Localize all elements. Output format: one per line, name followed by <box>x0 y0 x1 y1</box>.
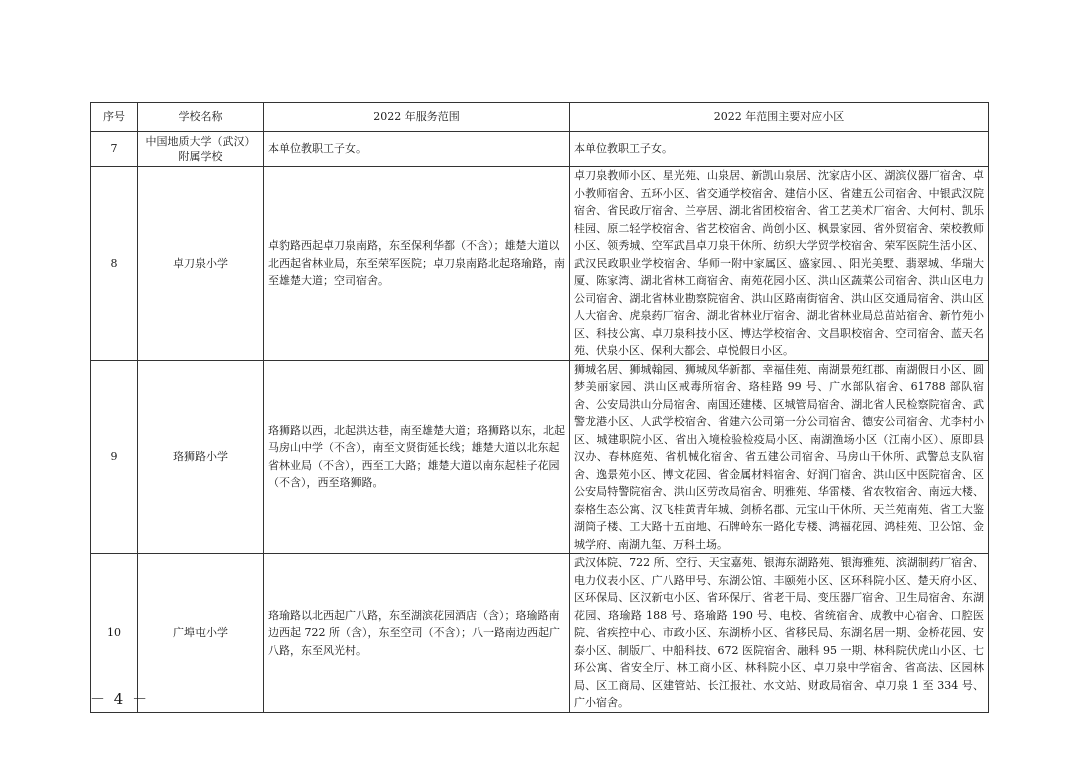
table-row <box>91 132 989 167</box>
table-row <box>91 167 989 361</box>
row-communities: 本单位教职工子女。 <box>570 132 989 167</box>
row-service-range: 珞狮路以西，北起洪达巷，南至雄楚大道；珞狮路以东，北起马房山中学（不含），南至文贤街延长线；雄楚大道以北东起省林业局（不含），西至工大路；雄楚大道以南东起桂子花园（不含），西至珞狮路。 <box>264 360 570 554</box>
row-service-range: 珞瑜路以北西起广八路，东至湖滨花园酒店（含）；珞瑜路南边西起 722 所（含），东至空司（不含）；八一路南边西起广八路，东至风光村。 <box>264 554 570 713</box>
table-row <box>91 360 989 554</box>
header-serial-no: 序号 <box>91 103 138 132</box>
header-service-range: 2022 年服务范围 <box>264 103 570 132</box>
row-school-name: 广埠屯小学 <box>138 554 264 713</box>
row-serial-no: 10 <box>91 554 138 713</box>
row-school-name: 卓刀泉小学 <box>138 167 264 361</box>
row-serial-no: 8 <box>91 167 138 361</box>
page-number: － 4 － <box>90 690 150 708</box>
row-service-range: 卓豹路西起卓刀泉南路，东至保利华都（不含）；雄楚大道以北西起省林业局，东至荣军医院；卓刀泉南路北起珞瑜路，南至雄楚大道；空司宿舍。 <box>264 167 570 361</box>
row-serial-no: 9 <box>91 360 138 554</box>
table-row <box>91 554 989 713</box>
row-school-name: 珞狮路小学 <box>138 360 264 554</box>
header-communities: 2022 年范围主要对应小区 <box>570 103 989 132</box>
row-communities: 武汉体院、722 所、空行、天宝嘉苑、银海东湖路苑、银海雅苑、滨湖制药厂宿舍、电力仪表小区、广八路甲号、东湖公馆、丰颐苑小区、区环科院小区、楚天府小区、区环保局、区汉新屯小区、省环保厅、省老干局、变压器厂宿舍、卫生局宿舍、东湖花园、珞瑜路 188 号、珞瑜路 190 号、电校、省统宿舍、成教中心宿舍、口腔医院、省疾控中心、市政小区、东湖桥小区、省移民局、东湖名居一期、金桥花园、安泰小区、制版厂、中船科技、672 医院宿舍、融科 95 一期、林科院伏虎山小区、七环公寓、省安全厅、林工商小区、林科院小区、卓刀泉中学宿舍、省高法、区园林局、区工商局、区建管站、长江报社、水文站、财政局宿舍、卓刀泉 1 至 334 号、广小宿舍。 <box>570 554 989 713</box>
row-service-range: 本单位教职工子女。 <box>264 132 570 167</box>
row-communities: 卓刀泉教师小区、星光苑、山泉居、新凯山泉居、沈家店小区、湖滨仪器厂宿舍、卓小教师宿舍、五环小区、省交通学校宿舍、建信小区、省建五公司宿舍、中银武汉院宿舍、省民政厅宿舍、兰亭居、湖北省团校宿舍、省工艺美术厂宿舍、大何村、凯乐桂园、原二轻学校宿舍、省艺校宿舍、尚创小区、枫景家园、省外贸宿舍、荣校教师小区、领秀城、空军武昌卓刀泉干休所、纺织大学贸学校宿舍、荣军医院生活小区、武汉民政职业学校宿舍、华师一附中家属区、盛家园、、阳光美墅、翡翠城、华瑞大厦、陈家湾、湖北省林工商宿舍、南苑花园小区、洪山区蔬菜公司宿舍、洪山区电力公司宿舍、湖北省林业勘察院宿舍、洪山区路南街宿舍、洪山区交通局宿舍、洪山区人大宿舍、虎泉药厂宿舍、湖北省林业厅宿舍、湖北省林业局总苗站宿舍、新竹苑小区、科技公寓、卓刀泉科技小区、博达学校宿舍、文昌职校宿舍、空司宿舍、蓝天名苑、伏泉小区、保利大都会、卓悦假日小区。 <box>570 167 989 361</box>
service-range-table <box>90 102 989 713</box>
row-school-name: 中国地质大学（武汉）附属学校 <box>138 132 264 167</box>
table-header-row <box>91 103 989 132</box>
row-communities: 狮城名居、狮城翰园、狮城凤华新都、幸福佳苑、南湖景苑红郡、南湖假日小区、圆梦美丽家园、洪山区戒毒所宿舍、珞桂路 99 号、广水部队宿舍、61788 部队宿舍、公安局洪山分局宿舍、南国还建楼、区城管局宿舍、湖北省人民检察院宿舍、武警龙港小区、人武学校宿舍、省建六公司第一分公司宿舍、德安公司宿舍、尤李村小区、城建职院小区、省出入境检验检疫局小区、南湖渔场小区（江南小区）、原即县汉办、春林庭苑、省机械化宿舍、省五建公司宿舍、马房山干休所、武警总支队宿舍、逸景苑小区、博文花园、省金属材料宿舍、好润门宿舍、洪山区中医院宿舍、区公安局特警院宿舍、洪山区劳改局宿舍、明雅苑、华雷楼、省农牧宿舍、南远大楼、泰格生态公寓、汉飞桂黄青年城、剑桥名郡、元宝山干休所、天兰苑南苑、省工大鉴湖筒子楼、工大路十五亩地、石牌岭东一路化专楼、鸿福花园、鸿桂苑、卫公馆、金城学府、南湖九玺、万科土场。 <box>570 360 989 554</box>
row-serial-no: 7 <box>91 132 138 167</box>
header-school-name: 学校名称 <box>138 103 264 132</box>
